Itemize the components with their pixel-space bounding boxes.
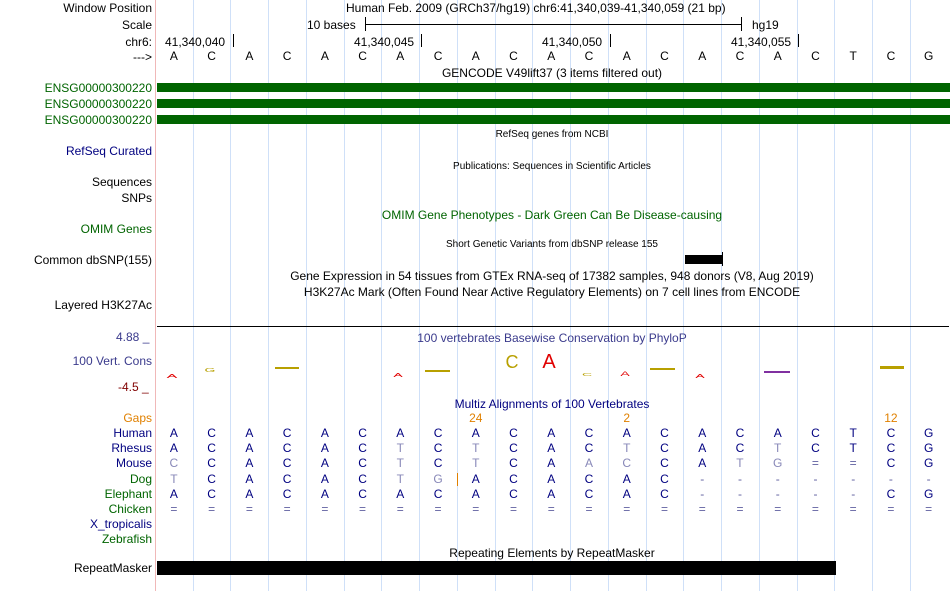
alignment-base: C [584, 486, 594, 501]
publications-label-sequences[interactable]: Sequences [91, 175, 152, 189]
alignment-base: A [320, 471, 329, 486]
alignment-base: C [584, 471, 594, 486]
gap-count: 24 [469, 411, 483, 425]
species-label-zebrafish[interactable]: Zebrafish [101, 532, 152, 547]
alignment-base: = [283, 502, 291, 516]
species-label-mouse[interactable]: Mouse [115, 456, 152, 471]
sequence-base: C [584, 49, 594, 63]
alignment-base: A [471, 486, 480, 501]
species-label-human[interactable]: Human [113, 426, 152, 440]
cons-logo-letter: A [166, 372, 178, 380]
repeatmasker-track-title[interactable]: Repeating Elements by RepeatMasker [449, 546, 655, 560]
alignment-base: A [547, 471, 556, 486]
repeatmasker-feature-bar[interactable] [157, 561, 836, 575]
alignment-base: C [509, 426, 518, 440]
alignment-base: A [547, 426, 556, 440]
alignment-base: C [433, 441, 443, 456]
alignment-base: C [207, 456, 216, 471]
scale-assembly: hg19 [752, 18, 779, 32]
gap-count: 12 [884, 411, 898, 425]
strand-label: ---> [133, 50, 152, 64]
alignment-base: = [698, 502, 706, 516]
alignment-base: C [584, 441, 594, 456]
alignment-base: A [320, 486, 329, 501]
multiz-gaps-label: Gaps [123, 411, 152, 425]
ruler-tick-label: 41,340,050 [542, 35, 603, 49]
window-position-label: Window Position [63, 1, 152, 15]
cons-logo-letter: G [204, 367, 216, 374]
alignment-base: A [547, 456, 556, 471]
alignment-base: T [774, 441, 782, 456]
alignment-base: A [584, 456, 593, 471]
gencode-track-title[interactable]: GENCODE V49lift37 (3 items filtered out) [441, 66, 663, 80]
alignment-base: T [849, 441, 857, 456]
alignment-base: = [396, 502, 404, 516]
alignment-base: G [923, 426, 934, 440]
alignment-base: C [886, 441, 896, 456]
sequence-base: C [735, 49, 745, 63]
sequence-base: A [169, 49, 178, 63]
alignment-base: A [396, 486, 405, 501]
ruler-tick-label: 41,340,040 [165, 35, 226, 49]
alignment-base: C [584, 426, 594, 440]
species-label-chicken[interactable]: Chicken [108, 502, 152, 516]
gap-count: 2 [623, 411, 631, 425]
insertion-marker [457, 473, 458, 486]
sequence-base: C [509, 49, 518, 63]
cons-logo-letter: A [695, 373, 705, 380]
species-label-dog[interactable]: Dog [129, 471, 152, 486]
alignment-base: C [811, 426, 820, 440]
alignment-base: T [849, 426, 857, 440]
cons-logo-letter: A [620, 370, 630, 378]
alignment-base: = [774, 502, 782, 516]
alignment-base: - [775, 486, 780, 501]
h3k27ac-track-title[interactable]: H3K27Ac Mark (Often Found Near Active Regulatory Elements) on 7 cell lines from ENCODE [303, 285, 801, 299]
alignment-base: = [321, 502, 329, 516]
alignment-base: C [509, 486, 518, 501]
alignment-base: C [660, 441, 669, 456]
alignment-base: = [623, 502, 631, 516]
cons-logo-mark [880, 366, 904, 369]
alignment-base: T [170, 471, 178, 486]
cons-logo-mark [764, 371, 790, 373]
sequence-base: C [811, 49, 820, 63]
alignment-base: C [660, 426, 669, 440]
publications-track-title[interactable]: Publications: Sequences in Scientific Articles [453, 161, 651, 172]
alignment-base: = [245, 502, 253, 516]
alignment-base: A [698, 441, 707, 456]
dbsnp-track-title[interactable]: Short Genetic Variants from dbSNP release 155 [446, 239, 658, 250]
cons-logo-mark [650, 368, 675, 370]
sequence-base: A [245, 49, 254, 63]
sequence-base: C [282, 49, 292, 63]
alignment-base: A [245, 486, 254, 501]
alignment-base: = [849, 456, 857, 471]
alignment-base: = [585, 502, 593, 516]
alignment-base: A [773, 426, 782, 440]
alignment-base: - [775, 471, 780, 486]
multiz-track-title[interactable]: Multiz Alignments of 100 Vertebrates [454, 397, 650, 411]
alignment-base: A [245, 441, 254, 456]
alignment-base: C [358, 426, 367, 440]
alignment-base: = [736, 502, 744, 516]
alignment-base: A [622, 471, 631, 486]
alignment-base: A [547, 441, 556, 456]
alignment-base: C [735, 426, 745, 440]
species-label-elephant[interactable]: Elephant [104, 486, 152, 501]
cons-logo-letter: A [542, 351, 556, 373]
alignment-base: = [887, 502, 895, 516]
publications-label-snps[interactable]: SNPs [121, 191, 152, 205]
alignment-base: A [622, 426, 631, 440]
conservation-ymin: -4.5 _ [118, 380, 149, 394]
omim-track-label[interactable]: OMIM Genes [80, 222, 152, 236]
alignment-base: = [811, 456, 819, 471]
alignment-base: C [433, 456, 443, 471]
alignment-base: C [358, 486, 367, 501]
gencode-item-label[interactable]: ENSG00000300220 [44, 97, 152, 111]
sequence-base: A [396, 49, 405, 63]
chrom-label: chr6: [125, 35, 152, 49]
alignment-base: C [282, 456, 292, 471]
alignment-base: = [472, 502, 480, 516]
alignment-base: A [245, 426, 254, 440]
sequence-base: A [547, 49, 556, 63]
alignment-base: A [547, 486, 556, 501]
alignment-base: C [886, 456, 896, 471]
alignment-base: G [923, 486, 934, 501]
alignment-base: G [923, 456, 934, 471]
alignment-base: = [359, 502, 367, 516]
dbsnp-track-label[interactable]: Common dbSNP(155) [33, 253, 152, 267]
omim-track-title[interactable]: OMIM Gene Phenotypes - Dark Green Can Be Disease-causing [381, 208, 723, 222]
alignment-base: = [811, 502, 819, 516]
sequence-base: A [471, 49, 480, 63]
alignment-base: = [208, 502, 216, 516]
sequence-base: A [320, 49, 329, 63]
alignment-base: A [169, 426, 178, 440]
alignment-base: T [396, 471, 404, 486]
ruler-tick-label: 41,340,055 [731, 35, 792, 49]
alignment-base: C [509, 456, 518, 471]
alignment-base: - [926, 471, 931, 486]
alignment-base: C [433, 426, 443, 440]
alignment-base: A [471, 471, 480, 486]
alignment-base: = [925, 502, 933, 516]
alignment-base: G [773, 456, 783, 471]
alignment-base: G [923, 441, 934, 456]
alignment-base: T [623, 441, 631, 456]
alignment-base: = [434, 502, 442, 516]
alignment-base: C [811, 441, 820, 456]
alignment-base: A [320, 441, 329, 456]
sequence-base: T [849, 49, 857, 63]
alignment-base: - [813, 471, 818, 486]
alignment-base: T [472, 441, 480, 456]
alignment-base: - [813, 486, 818, 501]
sequence-base: C [886, 49, 896, 63]
alignment-base: C [169, 456, 179, 471]
alignment-base: A [396, 426, 405, 440]
species-label-rhesus[interactable]: Rhesus [111, 441, 152, 456]
alignment-base: C [433, 486, 443, 501]
ruler-tick-label: 41,340,045 [354, 35, 415, 49]
alignment-base: - [700, 471, 705, 486]
sequence-base: A [773, 49, 782, 63]
alignment-base: C [207, 426, 216, 440]
alignment-base: C [282, 471, 292, 486]
alignment-base: A [245, 471, 254, 486]
cons-logo-letter: C [581, 372, 593, 378]
alignment-base: C [660, 456, 669, 471]
alignment-base: C [282, 486, 292, 501]
scale-label: Scale [121, 18, 152, 32]
alignment-base: A [698, 426, 707, 440]
conservation-ymax: 4.88 _ [116, 330, 150, 344]
sequence-base: G [923, 49, 934, 63]
alignment-base: C [207, 486, 216, 501]
alignment-base: C [207, 441, 216, 456]
alignment-base: = [547, 502, 555, 516]
cons-logo-letter: C [505, 352, 519, 372]
alignment-base: C [282, 441, 292, 456]
gencode-item-label[interactable]: ENSG00000300220 [44, 113, 152, 127]
refseq-track-label[interactable]: RefSeq Curated [65, 144, 152, 158]
sequence-base: C [660, 49, 669, 63]
species-label-x_tropicalis[interactable]: X_tropicalis [89, 517, 152, 532]
alignment-base: = [660, 502, 668, 516]
alignment-base: A [320, 426, 329, 440]
alignment-base: - [737, 486, 742, 501]
alignment-base: G [433, 471, 443, 486]
alignment-base: T [472, 456, 480, 471]
alignment-base: - [888, 471, 893, 486]
alignment-base: C [622, 456, 632, 471]
alignment-base: - [737, 471, 742, 486]
alignment-base: = [170, 502, 178, 516]
cons-logo-mark [275, 367, 299, 369]
alignment-base: - [851, 486, 856, 501]
sequence-base: A [698, 49, 707, 63]
alignment-base: A [622, 486, 631, 501]
alignment-base: A [169, 441, 178, 456]
alignment-base: A [698, 456, 707, 471]
alignment-base: C [660, 486, 669, 501]
conservation-track-label[interactable]: 100 Vert. Cons [72, 354, 152, 368]
cons-logo-mark [425, 370, 450, 372]
alignment-base: T [736, 456, 744, 471]
alignment-base: C [509, 441, 518, 456]
cons-logo-letter: A [393, 372, 403, 379]
alignment-base: C [207, 471, 216, 486]
gtex-track-title[interactable]: Gene Expression in 54 tissues from GTEx RNA-seq of 17382 samples, 948 donors (V8, Aug 2019) [290, 269, 814, 283]
sequence-base: C [433, 49, 443, 63]
alignment-base: = [510, 502, 518, 516]
alignment-base: C [282, 426, 292, 440]
sequence-base: C [207, 49, 216, 63]
alignment-base: C [886, 486, 896, 501]
alignment-base: A [169, 486, 178, 501]
alignment-base: - [700, 486, 705, 501]
alignment-base: C [735, 441, 745, 456]
alignment-base: C [358, 441, 367, 456]
scale-text: 10 bases [307, 18, 356, 32]
gencode-item-label[interactable]: ENSG00000300220 [44, 81, 152, 95]
alignment-base: A [320, 456, 329, 471]
h3k27ac-track-label[interactable]: Layered H3K27Ac [54, 298, 152, 312]
refseq-track-title[interactable]: RefSeq genes from NCBI [495, 129, 609, 140]
repeatmasker-track-label[interactable]: RepeatMasker [73, 561, 152, 575]
alignment-base: - [851, 471, 856, 486]
alignment-base: = [849, 502, 857, 516]
alignment-base: A [471, 426, 480, 440]
alignment-base: T [396, 441, 404, 456]
window-position-value: Human Feb. 2009 (GRCh37/hg19) chr6:41,340,039-41,340,059 (21 bp) [346, 1, 726, 15]
alignment-base: C [358, 471, 367, 486]
alignment-base: C [886, 426, 896, 440]
alignment-base: C [509, 471, 518, 486]
conservation-track-title[interactable]: 100 vertebrates Basewise Conservation by PhyloP [417, 331, 687, 345]
alignment-base: C [358, 456, 367, 471]
alignment-base: A [245, 456, 254, 471]
sequence-base: A [622, 49, 631, 63]
alignment-base: T [396, 456, 404, 471]
alignment-base: C [660, 471, 669, 486]
sequence-base: C [358, 49, 367, 63]
